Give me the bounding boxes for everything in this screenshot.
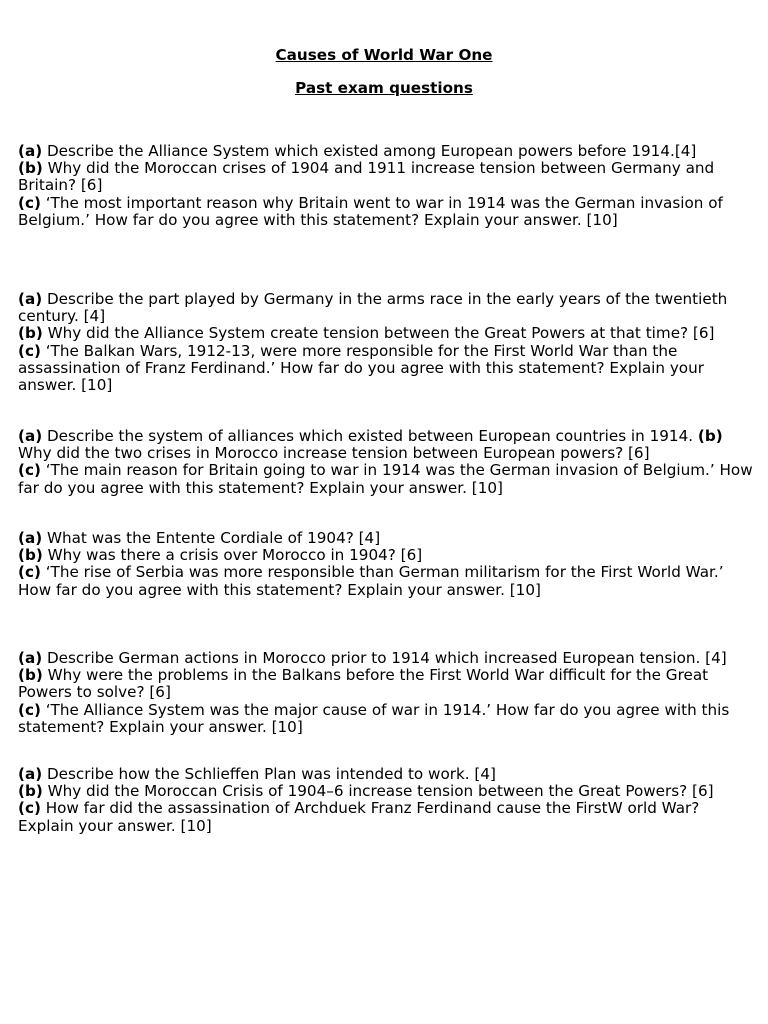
- question-text: ‘The most important reason why Britain went to war in 1914 was the German invasion of Belgium.’ How far do you agree with this statement? Explain your answer. [10]: [18, 193, 723, 229]
- question-set-4: [18, 530, 753, 599]
- question-label: (a): [18, 290, 43, 308]
- question-text: Describe German actions in Morocco prior to 1914 which increased European tension. [4]: [42, 649, 727, 667]
- question-label: (b): [697, 427, 723, 445]
- question-set-6: [18, 766, 753, 835]
- question-set-1: [18, 143, 753, 229]
- question-label: (c): [18, 341, 41, 360]
- question-text: Why was there a crisis over Morocco in 1904? [6]: [42, 546, 423, 565]
- question-text: ‘The Alliance System was the major cause of war in 1914.’ How far do you agree with this statement? Explain your answer. [10]: [18, 700, 730, 736]
- question-label: (b): [18, 666, 43, 685]
- question-label: (c): [18, 563, 41, 582]
- question-a: [18, 291, 753, 325]
- question-label: (c): [18, 700, 41, 719]
- question-text: What was the Entente Cordiale of 1904? [4]: [42, 529, 381, 547]
- question-label: (a): [18, 765, 43, 783]
- question-text: Why did the Alliance System create tension between the Great Powers at that time? [6]: [42, 324, 715, 343]
- question-b: [18, 667, 753, 701]
- question-label: (c): [18, 799, 41, 818]
- question-label: (a): [18, 529, 43, 547]
- question-c: [18, 462, 753, 496]
- question-label: (b): [18, 782, 43, 801]
- question-text: Why did the two crises in Morocco increase tension between European powers? [6]: [18, 444, 650, 463]
- question-c: [18, 702, 753, 736]
- question-text: How far did the assassination of Archduek Franz Ferdinand cause the FirstW orld War? Explain your answer. [10]: [18, 799, 700, 835]
- question-b: [18, 325, 753, 342]
- question-label: (b): [18, 159, 43, 178]
- question-text: Describe the system of alliances which existed between European countries in 1914.: [42, 427, 698, 445]
- document-title: Causes of World War One: [275, 46, 493, 64]
- question-text: ‘The main reason for Britain going to war in 1914 was the German invasion of Belgium.’ How far do you agree with this statement? Explain your answer. [10]: [18, 461, 753, 497]
- question-label: (b): [18, 324, 43, 343]
- question-label: (c): [18, 193, 41, 212]
- question-a-b: [18, 428, 753, 462]
- question-text: Why did the Moroccan crises of 1904 and 1911 increase tension between Germany and Britain? [6]: [18, 159, 715, 195]
- question-c: [18, 195, 753, 229]
- question-a: [18, 650, 753, 667]
- question-set-3: [18, 428, 753, 497]
- question-c: [18, 564, 753, 598]
- question-text: Why did the Moroccan Crisis of 1904–6 increase tension between the Great Powers? [6]: [42, 782, 714, 801]
- question-label: (a): [18, 427, 43, 445]
- question-text: ‘The Balkan Wars, 1912-13, were more responsible for the First World War than the assassination of Franz Ferdinand.’ How far do you agree with this statement? Explain your answer. [10]: [18, 341, 704, 395]
- question-label: (a): [18, 142, 43, 160]
- question-label: (b): [18, 546, 43, 565]
- question-c: [18, 343, 753, 395]
- question-text: Describe how the Schlieffen Plan was intended to work. [4]: [42, 765, 496, 783]
- question-b: [18, 160, 753, 194]
- question-label: (a): [18, 649, 43, 667]
- question-label: (c): [18, 461, 41, 480]
- question-text: Describe the Alliance System which existed among European powers before 1914.[4]: [42, 142, 697, 160]
- question-b: [18, 783, 753, 800]
- question-b: [18, 547, 753, 564]
- question-text: Describe the part played by Germany in the arms race in the early years of the twentieth century. [4]: [18, 290, 728, 326]
- question-text: ‘The rise of Serbia was more responsible than German militarism for the First World War.’ How far do you agree with this statement? Explain your answer. [10]: [18, 563, 724, 599]
- question-text: Why were the problems in the Balkans before the First World War difficult for the Great Powers to solve? [6]: [18, 666, 709, 702]
- question-c: [18, 800, 753, 834]
- question-set-5: [18, 650, 753, 736]
- document-subtitle: Past exam questions: [295, 79, 473, 97]
- question-set-2: [18, 291, 753, 394]
- question-a: [18, 143, 753, 160]
- question-a: [18, 766, 753, 783]
- question-a: [18, 530, 753, 547]
